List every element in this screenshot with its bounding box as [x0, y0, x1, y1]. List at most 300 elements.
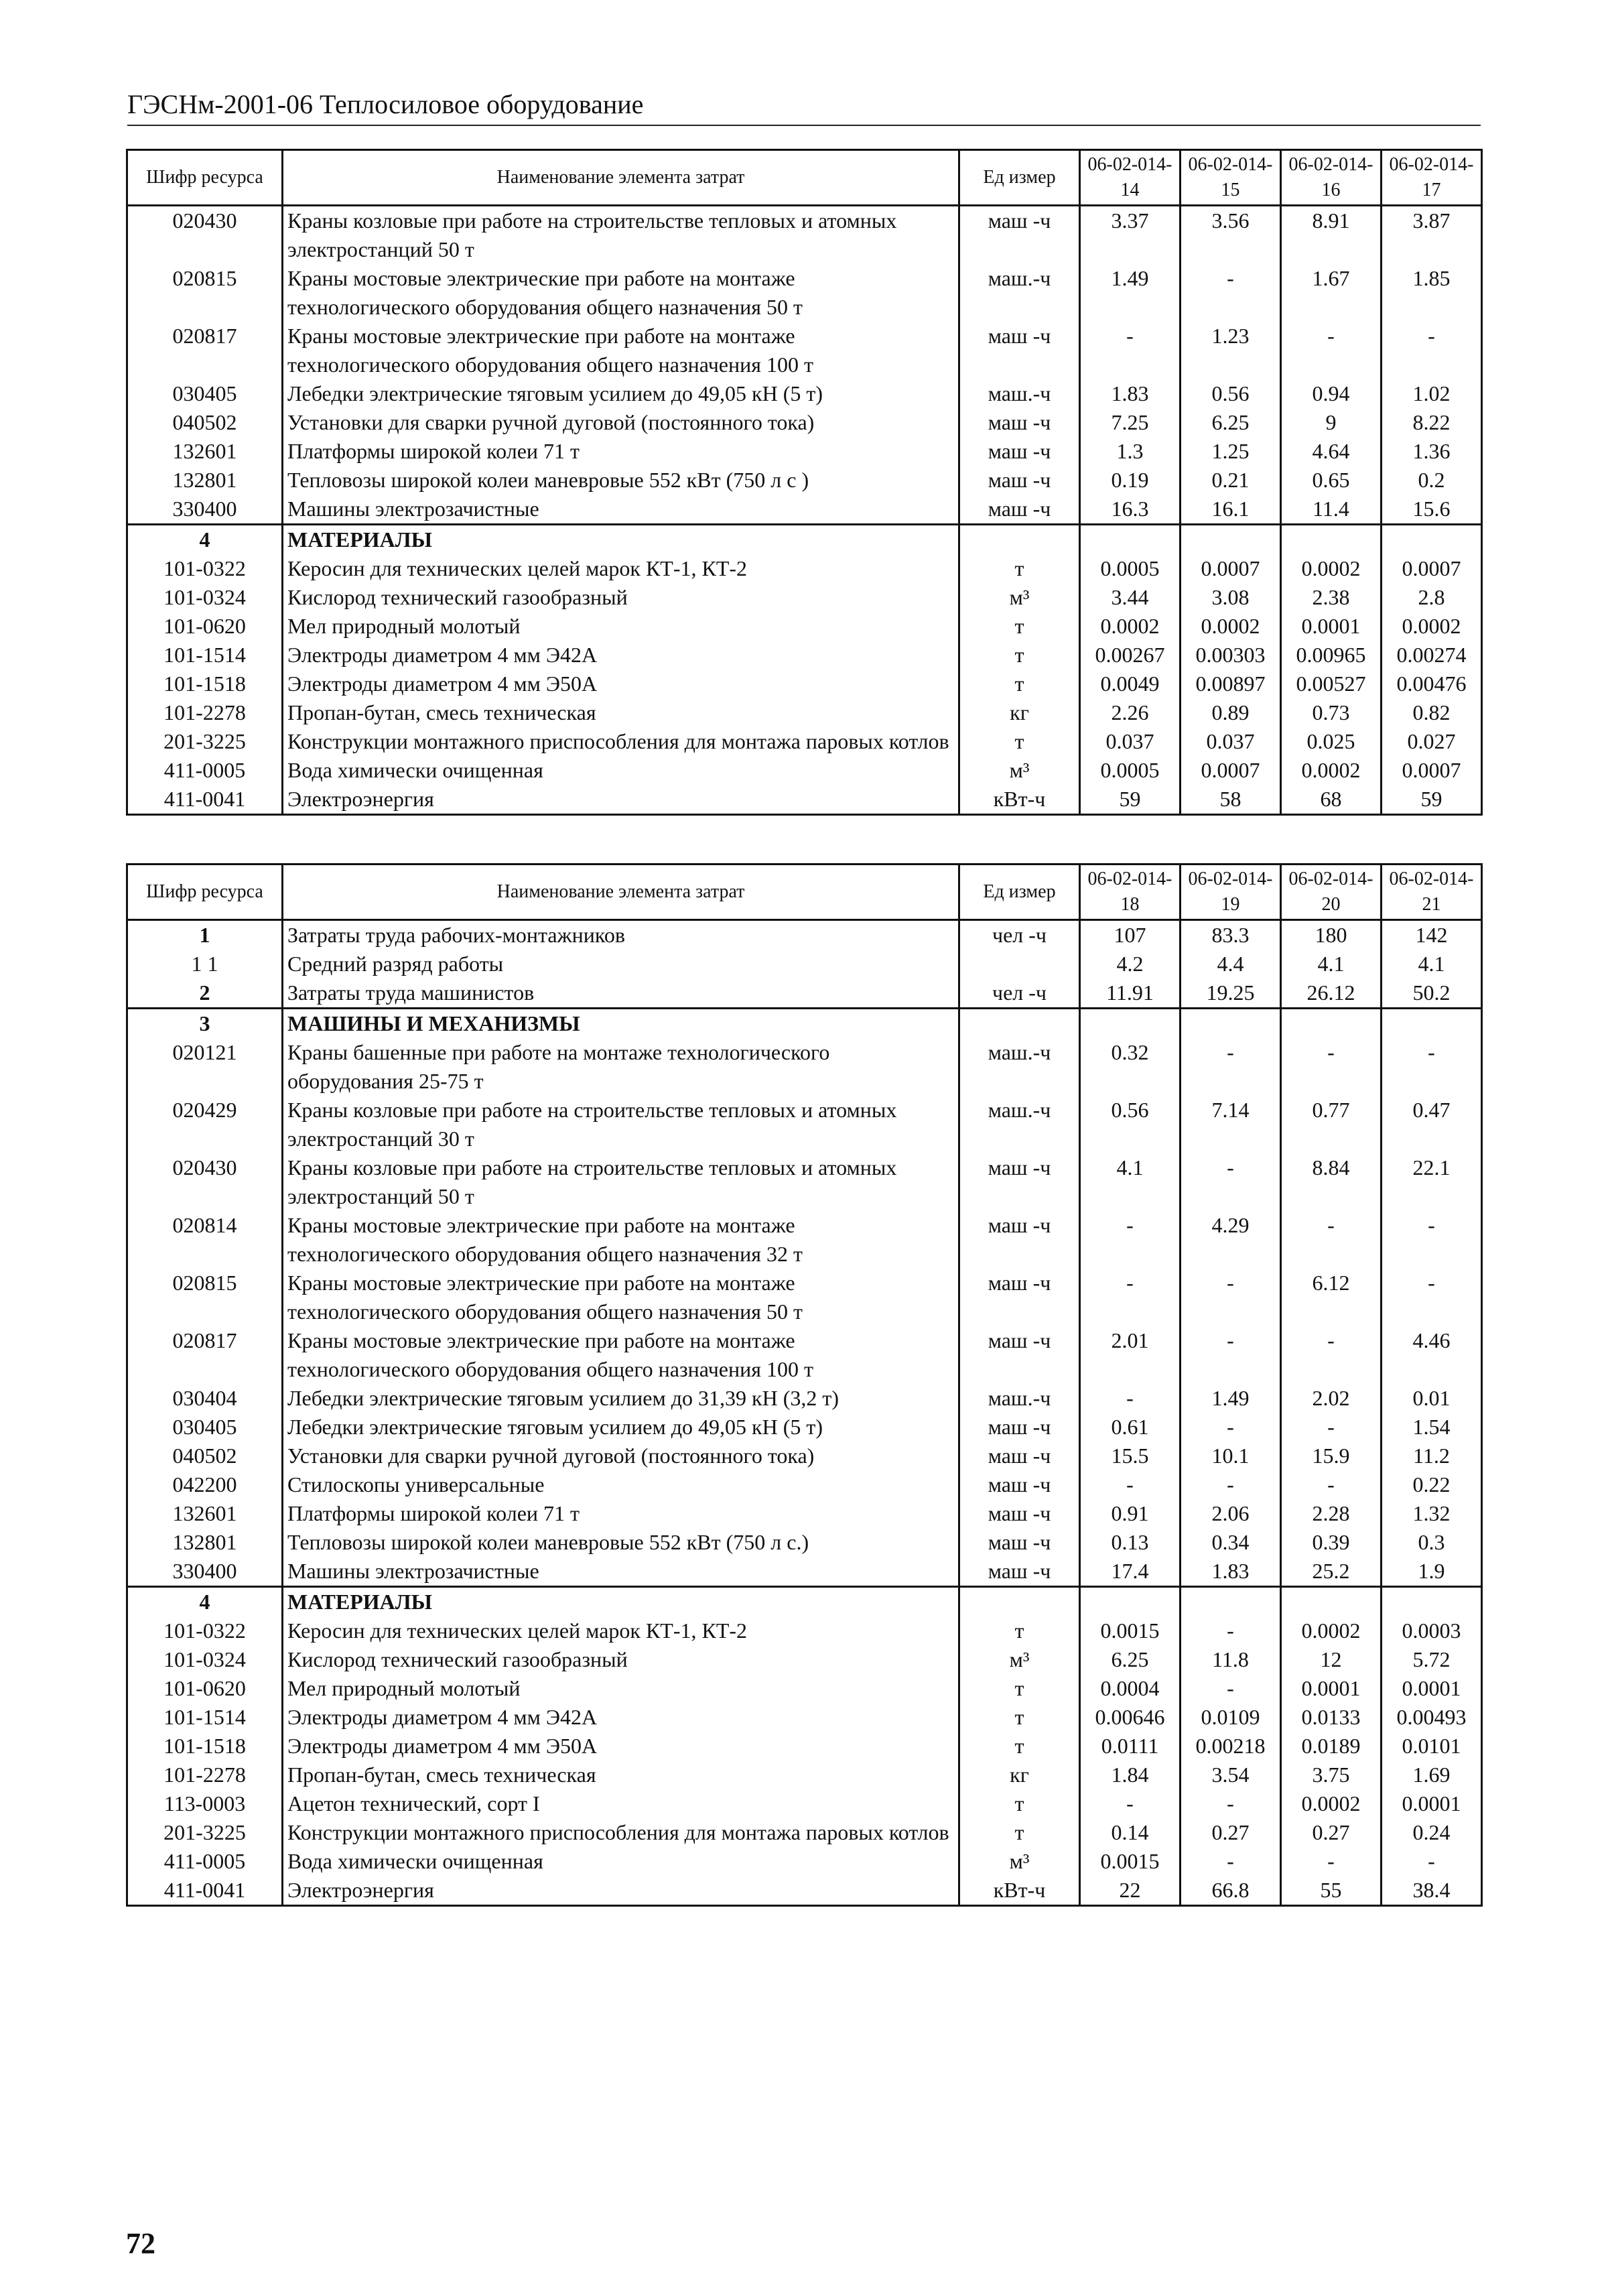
value-cell: 2.02 — [1281, 1384, 1382, 1413]
value-cell: 0.00897 — [1181, 669, 1281, 698]
resource-name-cell: Средний разряд работы — [283, 950, 959, 978]
resource-name-cell: Установки для сварки ручной дуговой (постоянного тока) — [283, 1442, 959, 1470]
value-cell — [1281, 1009, 1382, 1039]
resource-name-cell: Платформы широкой колеи 71 т — [283, 437, 959, 466]
value-cell: 4.4 — [1181, 950, 1281, 978]
resource-code-cell: 030404 — [127, 1384, 283, 1413]
value-cell: 1.36 — [1382, 437, 1482, 466]
value-cell: 0.0189 — [1281, 1732, 1382, 1761]
value-cell: 3.54 — [1181, 1761, 1281, 1789]
value-cell: 0.037 — [1181, 727, 1281, 756]
resource-code-cell: 040502 — [127, 408, 283, 437]
value-cell: 1.83 — [1181, 1557, 1281, 1587]
value-cell: 11.2 — [1382, 1442, 1482, 1470]
value-cell: 7.25 — [1080, 408, 1181, 437]
resource-code-cell: 020429 — [127, 1096, 283, 1153]
value-cell: 68 — [1281, 785, 1382, 815]
resource-name-cell: Краны башенные при работе на монтаже технологического оборудования 25-75 т — [283, 1038, 959, 1096]
value-cell — [1080, 525, 1181, 555]
value-cell: 0.22 — [1382, 1470, 1482, 1499]
table-row — [127, 206, 1482, 265]
table-row — [127, 920, 1482, 950]
resource-name-cell: Машины электрозачистные — [283, 495, 959, 525]
unit-cell: т — [959, 669, 1080, 698]
resource-code-cell: 411-0005 — [127, 1847, 283, 1876]
unit-cell: маш -ч — [959, 1269, 1080, 1326]
table-row — [127, 641, 1482, 669]
value-cell: 0.61 — [1080, 1413, 1181, 1442]
resource-name-cell: Вода химически очищенная — [283, 756, 959, 785]
resource-name-cell: Затраты труда машинистов — [283, 978, 959, 1009]
value-cell: - — [1181, 1153, 1281, 1211]
resource-code-cell: 2 — [127, 978, 283, 1009]
value-cell: 0.0004 — [1080, 1674, 1181, 1703]
table-body — [127, 206, 1482, 815]
value-cell: 0.0109 — [1181, 1703, 1281, 1732]
value-cell: - — [1281, 322, 1382, 379]
value-cell: 0.0015 — [1080, 1616, 1181, 1645]
resource-code-cell: 101-2278 — [127, 698, 283, 727]
value-cell: 0.0002 — [1181, 612, 1281, 641]
value-cell: 1.69 — [1382, 1761, 1482, 1789]
resource-name-cell: Тепловозы широкой колеи маневровые 552 кВт (750 л с.) — [283, 1528, 959, 1557]
resource-code-cell: 411-0005 — [127, 756, 283, 785]
table-row — [127, 1703, 1482, 1732]
table-row — [127, 1153, 1482, 1211]
table-row — [127, 1616, 1482, 1645]
value-cell: 7.14 — [1181, 1096, 1281, 1153]
resource-code-cell: 101-0324 — [127, 583, 283, 612]
value-cell: 107 — [1080, 920, 1181, 950]
table-row — [127, 583, 1482, 612]
value-cell — [1181, 525, 1281, 555]
unit-cell: маш -ч — [959, 1470, 1080, 1499]
value-cell: - — [1181, 1269, 1281, 1326]
value-cell: 4.2 — [1080, 950, 1181, 978]
value-cell: 0.73 — [1281, 698, 1382, 727]
unit-cell: т — [959, 1616, 1080, 1645]
value-cell: 59 — [1382, 785, 1482, 815]
resource-code-cell: 101-1514 — [127, 641, 283, 669]
unit-cell: м³ — [959, 583, 1080, 612]
resource-code-cell: 020817 — [127, 322, 283, 379]
value-cell: 25.2 — [1281, 1557, 1382, 1587]
resource-table-2 — [126, 863, 1483, 1907]
resource-name-cell: Пропан-бутан, смесь техническая — [283, 698, 959, 727]
value-cell: 0.19 — [1080, 466, 1181, 495]
value-cell: 2.26 — [1080, 698, 1181, 727]
resource-code-cell: 201-3225 — [127, 727, 283, 756]
resource-code-cell: 020430 — [127, 1153, 283, 1211]
table-row — [127, 1413, 1482, 1442]
resource-name-cell: Мел природный молотый — [283, 612, 959, 641]
resource-code-cell: 020121 — [127, 1038, 283, 1096]
value-cell: 4.1 — [1382, 950, 1482, 978]
unit-cell — [959, 1587, 1080, 1617]
value-cell: 11.91 — [1080, 978, 1181, 1009]
value-cell: 0.0002 — [1281, 1616, 1382, 1645]
resource-name-cell: Электроды диаметром 4 мм Э42А — [283, 641, 959, 669]
unit-cell: кг — [959, 698, 1080, 727]
resource-name-cell: Краны мостовые электрические при работе на монтаже технологического оборудования общего назначения 50 т — [283, 264, 959, 322]
resource-name-cell: Краны козловые при работе на строительстве тепловых и атомных электростанций 50 т — [283, 1153, 959, 1211]
value-cell: 6.12 — [1281, 1269, 1382, 1326]
header-code: Шифр ресурса — [127, 150, 283, 206]
value-cell: 9 — [1281, 408, 1382, 437]
resource-name-cell: Электроэнергия — [283, 785, 959, 815]
value-cell: - — [1080, 1211, 1181, 1269]
unit-cell: маш -ч — [959, 408, 1080, 437]
header-col3: 06-02-014-16 — [1281, 150, 1382, 206]
resource-code-cell: 101-0620 — [127, 1674, 283, 1703]
resource-name-cell: Лебедки электрические тяговым усилием до 49,05 кН (5 т) — [283, 1413, 959, 1442]
unit-cell: кВт-ч — [959, 1876, 1080, 1906]
value-cell: 0.027 — [1382, 727, 1482, 756]
resource-code-cell: 330400 — [127, 495, 283, 525]
value-cell: 0.0002 — [1382, 612, 1482, 641]
unit-cell: т — [959, 727, 1080, 756]
value-cell: 66.8 — [1181, 1876, 1281, 1906]
header-name: Наименование элемента затрат — [283, 865, 959, 920]
value-cell: - — [1181, 1789, 1281, 1818]
unit-cell: м³ — [959, 1645, 1080, 1674]
value-cell: 2.38 — [1281, 583, 1382, 612]
unit-cell: т — [959, 1818, 1080, 1847]
value-cell: 17.4 — [1080, 1557, 1181, 1587]
header-col2: 06-02-014-15 — [1181, 150, 1281, 206]
table-row — [127, 1818, 1482, 1847]
page-header: ГЭСНм-2001-06 Теплосиловое оборудование — [127, 88, 1481, 126]
table-row — [127, 1096, 1482, 1153]
value-cell: 2.28 — [1281, 1499, 1382, 1528]
resource-code-cell: 101-0620 — [127, 612, 283, 641]
resource-code-cell: 113-0003 — [127, 1789, 283, 1818]
value-cell — [1080, 1587, 1181, 1617]
unit-cell: кВт-ч — [959, 785, 1080, 815]
header-col1: 06-02-014-14 — [1080, 150, 1181, 206]
resource-name-cell: Установки для сварки ручной дуговой (постоянного тока) — [283, 408, 959, 437]
value-cell: - — [1181, 1616, 1281, 1645]
unit-cell: т — [959, 1789, 1080, 1818]
unit-cell: кг — [959, 1761, 1080, 1789]
unit-cell: маш.-ч — [959, 1384, 1080, 1413]
value-cell: 0.91 — [1080, 1499, 1181, 1528]
unit-cell: маш -ч — [959, 1153, 1080, 1211]
value-cell: 0.0002 — [1080, 612, 1181, 641]
resource-name-cell: Кислород технический газообразный — [283, 583, 959, 612]
resource-code-cell: 3 — [127, 1009, 283, 1039]
value-cell: 11.8 — [1181, 1645, 1281, 1674]
value-cell: 55 — [1281, 1876, 1382, 1906]
unit-cell: маш -ч — [959, 1557, 1080, 1587]
resource-name-cell: МАШИНЫ И МЕХАНИЗМЫ — [283, 1009, 959, 1039]
value-cell: 0.77 — [1281, 1096, 1382, 1153]
unit-cell: маш -ч — [959, 1326, 1080, 1384]
value-cell: 0.0002 — [1281, 554, 1382, 583]
value-cell: 4.64 — [1281, 437, 1382, 466]
unit-cell: т — [959, 641, 1080, 669]
resource-code-cell: 201-3225 — [127, 1818, 283, 1847]
unit-cell: чел -ч — [959, 978, 1080, 1009]
value-cell: 4.1 — [1080, 1153, 1181, 1211]
resource-name-cell: Конструкции монтажного приспособления для монтажа паровых котлов — [283, 1818, 959, 1847]
resource-name-cell: Электроды диаметром 4 мм Э50А — [283, 1732, 959, 1761]
value-cell: - — [1080, 1384, 1181, 1413]
value-cell: 5.72 — [1382, 1645, 1482, 1674]
unit-cell: т — [959, 612, 1080, 641]
resource-name-cell: Керосин для технических целей марок КТ-1, КТ-2 — [283, 554, 959, 583]
value-cell: - — [1281, 1038, 1382, 1096]
value-cell: 0.39 — [1281, 1528, 1382, 1557]
value-cell: 0.00527 — [1281, 669, 1382, 698]
unit-cell: маш.-ч — [959, 1038, 1080, 1096]
value-cell: 1.54 — [1382, 1413, 1482, 1442]
value-cell: 59 — [1080, 785, 1181, 815]
table-header-row — [127, 150, 1482, 206]
value-cell: - — [1181, 1847, 1281, 1876]
resource-code-cell: 4 — [127, 1587, 283, 1617]
value-cell: 4.46 — [1382, 1326, 1482, 1384]
value-cell: 0.00965 — [1281, 641, 1382, 669]
value-cell: 0.0007 — [1382, 554, 1482, 583]
resource-code-cell: 042200 — [127, 1470, 283, 1499]
unit-cell: маш -ч — [959, 1413, 1080, 1442]
table-row — [127, 1557, 1482, 1587]
value-cell: 0.00218 — [1181, 1732, 1281, 1761]
value-cell: 0.47 — [1382, 1096, 1482, 1153]
value-cell: 50.2 — [1382, 978, 1482, 1009]
unit-cell: маш.-ч — [959, 264, 1080, 322]
resource-name-cell: Тепловозы широкой колеи маневровые 552 кВт (750 л с ) — [283, 466, 959, 495]
value-cell: 0.00476 — [1382, 669, 1482, 698]
value-cell: 0.27 — [1281, 1818, 1382, 1847]
value-cell: 0.0007 — [1181, 554, 1281, 583]
value-cell: - — [1281, 1470, 1382, 1499]
unit-cell: маш -ч — [959, 495, 1080, 525]
unit-cell: маш -ч — [959, 466, 1080, 495]
value-cell: - — [1181, 1470, 1281, 1499]
value-cell: 0.2 — [1382, 466, 1482, 495]
value-cell: 8.91 — [1281, 206, 1382, 265]
resource-code-cell: 411-0041 — [127, 785, 283, 815]
resource-name-cell: Затраты труда рабочих-монтажников — [283, 920, 959, 950]
resource-name-cell: Вода химически очищенная — [283, 1847, 959, 1876]
resource-code-cell: 101-1518 — [127, 669, 283, 698]
value-cell: 180 — [1281, 920, 1382, 950]
value-cell: 3.37 — [1080, 206, 1181, 265]
value-cell: 19.25 — [1181, 978, 1281, 1009]
value-cell: 0.0001 — [1281, 1674, 1382, 1703]
table-row — [127, 379, 1482, 408]
value-cell: 0.65 — [1281, 466, 1382, 495]
value-cell: 142 — [1382, 920, 1482, 950]
table-row — [127, 1789, 1482, 1818]
value-cell: 38.4 — [1382, 1876, 1482, 1906]
table-row — [127, 1674, 1482, 1703]
resource-table-1 — [126, 149, 1483, 816]
resource-code-cell: 020815 — [127, 264, 283, 322]
value-cell — [1181, 1009, 1281, 1039]
value-cell: 0.0005 — [1080, 756, 1181, 785]
resource-name-cell: Стилоскопы универсальные — [283, 1470, 959, 1499]
resource-code-cell: 101-0322 — [127, 554, 283, 583]
table-row — [127, 408, 1482, 437]
value-cell: 0.0003 — [1382, 1616, 1482, 1645]
resource-code-cell: 020815 — [127, 1269, 283, 1326]
table-body — [127, 920, 1482, 1906]
value-cell: 22 — [1080, 1876, 1181, 1906]
value-cell: 1.3 — [1080, 437, 1181, 466]
header-col2: 06-02-014-19 — [1181, 865, 1281, 920]
table-row — [127, 669, 1482, 698]
table-row — [127, 1470, 1482, 1499]
resource-name-cell: Краны мостовые электрические при работе на монтаже технологического оборудования общего назначения 32 т — [283, 1211, 959, 1269]
table-row — [127, 322, 1482, 379]
resource-code-cell: 132801 — [127, 466, 283, 495]
header-code: Шифр ресурса — [127, 865, 283, 920]
value-cell: 15.5 — [1080, 1442, 1181, 1470]
table-row — [127, 495, 1482, 525]
value-cell: 0.32 — [1080, 1038, 1181, 1096]
resource-code-cell: 101-0322 — [127, 1616, 283, 1645]
resource-code-cell: 030405 — [127, 1413, 283, 1442]
table-row — [127, 466, 1482, 495]
unit-cell: маш.-ч — [959, 379, 1080, 408]
value-cell: 0.24 — [1382, 1818, 1482, 1847]
value-cell: - — [1181, 1038, 1281, 1096]
unit-cell: маш -ч — [959, 1442, 1080, 1470]
value-cell: 1.02 — [1382, 379, 1482, 408]
resource-code-cell: 132601 — [127, 437, 283, 466]
value-cell: 11.4 — [1281, 495, 1382, 525]
unit-cell — [959, 1009, 1080, 1039]
value-cell: 0.13 — [1080, 1528, 1181, 1557]
unit-cell: чел -ч — [959, 920, 1080, 950]
value-cell: - — [1382, 1211, 1482, 1269]
value-cell: 1.25 — [1181, 437, 1281, 466]
resource-name-cell: Электроэнергия — [283, 1876, 959, 1906]
table-row — [127, 978, 1482, 1009]
value-cell: 1.49 — [1080, 264, 1181, 322]
value-cell: 0.0001 — [1382, 1789, 1482, 1818]
resource-name-cell: Конструкции монтажного приспособления для монтажа паровых котлов — [283, 727, 959, 756]
value-cell: - — [1181, 1413, 1281, 1442]
header-col4: 06-02-014-17 — [1382, 150, 1482, 206]
unit-cell: т — [959, 1732, 1080, 1761]
resource-code-cell: 101-1514 — [127, 1703, 283, 1732]
value-cell: 0.0049 — [1080, 669, 1181, 698]
value-cell: 0.0002 — [1281, 1789, 1382, 1818]
value-cell: 15.9 — [1281, 1442, 1382, 1470]
value-cell: - — [1382, 1038, 1482, 1096]
unit-cell: маш -ч — [959, 322, 1080, 379]
header-col4: 06-02-014-21 — [1382, 865, 1482, 920]
resource-code-cell: 101-0324 — [127, 1645, 283, 1674]
table-row — [127, 612, 1482, 641]
resource-code-cell: 1 1 — [127, 950, 283, 978]
value-cell: 3.75 — [1281, 1761, 1382, 1789]
unit-cell: м³ — [959, 756, 1080, 785]
section-row — [127, 1587, 1482, 1617]
value-cell: 0.56 — [1181, 379, 1281, 408]
value-cell: 0.21 — [1181, 466, 1281, 495]
table-row — [127, 437, 1482, 466]
value-cell: 4.29 — [1181, 1211, 1281, 1269]
value-cell: 0.3 — [1382, 1528, 1482, 1557]
resource-code-cell: 1 — [127, 920, 283, 950]
resource-code-cell: 101-2278 — [127, 1761, 283, 1789]
value-cell: - — [1080, 1789, 1181, 1818]
value-cell: 0.0133 — [1281, 1703, 1382, 1732]
table-row — [127, 554, 1482, 583]
unit-cell: маш -ч — [959, 206, 1080, 265]
resource-name-cell: Краны мостовые электрические при работе на монтаже технологического оборудования общего назначения 100 т — [283, 322, 959, 379]
value-cell: 15.6 — [1382, 495, 1482, 525]
table-row — [127, 1442, 1482, 1470]
value-cell: 22.1 — [1382, 1153, 1482, 1211]
resource-code-cell: 020814 — [127, 1211, 283, 1269]
unit-cell — [959, 950, 1080, 978]
value-cell: - — [1181, 264, 1281, 322]
value-cell: 0.94 — [1281, 379, 1382, 408]
unit-cell: т — [959, 1703, 1080, 1732]
resource-code-cell: 020430 — [127, 206, 283, 265]
table-row — [127, 1528, 1482, 1557]
resource-code-cell: 040502 — [127, 1442, 283, 1470]
value-cell: 16.1 — [1181, 495, 1281, 525]
header-name: Наименование элемента затрат — [283, 150, 959, 206]
value-cell: 0.0007 — [1382, 756, 1482, 785]
value-cell: 10.1 — [1181, 1442, 1281, 1470]
unit-cell: маш -ч — [959, 1499, 1080, 1528]
value-cell: - — [1281, 1326, 1382, 1384]
resource-name-cell: Краны козловые при работе на строительстве тепловых и атомных электростанций 30 т — [283, 1096, 959, 1153]
resource-name-cell: Электроды диаметром 4 мм Э42А — [283, 1703, 959, 1732]
value-cell: 3.87 — [1382, 206, 1482, 265]
value-cell: 0.0002 — [1281, 756, 1382, 785]
value-cell — [1281, 525, 1382, 555]
value-cell: 0.00493 — [1382, 1703, 1482, 1732]
value-cell: 0.00267 — [1080, 641, 1181, 669]
value-cell: - — [1080, 1470, 1181, 1499]
value-cell: - — [1382, 322, 1482, 379]
resource-name-cell: Пропан-бутан, смесь техническая — [283, 1761, 959, 1789]
value-cell: 0.34 — [1181, 1528, 1281, 1557]
value-cell: 8.22 — [1382, 408, 1482, 437]
value-cell: - — [1281, 1211, 1382, 1269]
value-cell: 0.00274 — [1382, 641, 1482, 669]
value-cell: - — [1181, 1674, 1281, 1703]
value-cell: 0.0111 — [1080, 1732, 1181, 1761]
unit-cell: маш -ч — [959, 1211, 1080, 1269]
value-cell — [1281, 1587, 1382, 1617]
table-row — [127, 1645, 1482, 1674]
value-cell: - — [1080, 322, 1181, 379]
value-cell: 1.85 — [1382, 264, 1482, 322]
value-cell: 3.56 — [1181, 206, 1281, 265]
resource-code-cell: 101-1518 — [127, 1732, 283, 1761]
value-cell: 6.25 — [1080, 1645, 1181, 1674]
table-row — [127, 1326, 1482, 1384]
value-cell: 83.3 — [1181, 920, 1281, 950]
table-row — [127, 1761, 1482, 1789]
value-cell: - — [1382, 1269, 1482, 1326]
value-cell: 0.025 — [1281, 727, 1382, 756]
resource-name-cell: МАТЕРИАЛЫ — [283, 525, 959, 555]
value-cell: 1.67 — [1281, 264, 1382, 322]
value-cell: 0.56 — [1080, 1096, 1181, 1153]
table-row — [127, 1499, 1482, 1528]
